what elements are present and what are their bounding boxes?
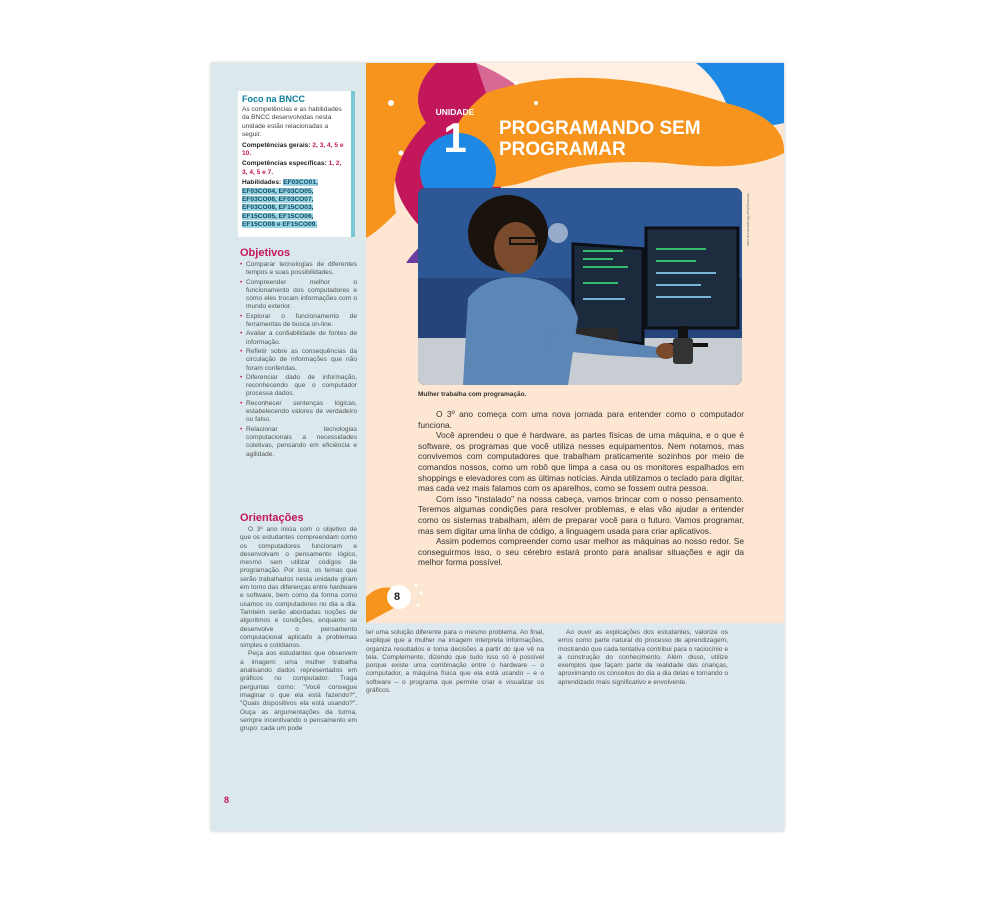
main-text <box>418 409 744 568</box>
objetivo-item: • Relacionar tecnologias computacionais a necessidades coletivas, pensando em eficiência e agilidade. <box>240 426 357 459</box>
teacher-sidebar <box>211 63 366 831</box>
unit-title <box>499 118 759 160</box>
objetivo-item: • Compreender melhor o funcionamento dos computadores e como eles trocam informações com o mundo exterior. <box>240 279 357 312</box>
main-paragraph-1: O 3º ano começa com uma nova jornada para entender como o computador funciona. <box>418 409 744 430</box>
book-page <box>211 63 784 831</box>
orientacoes-text <box>240 526 357 733</box>
objetivos-list <box>240 261 357 460</box>
habilidades-label: Habilidades: <box>242 179 282 187</box>
orientacoes-paragraph-2: Peça aos estudantes que observem a imagem: uma mulher trabalha analisando dados representados em gráficos no computador. Traga perguntas como: "Você consegue imaginar o que ela está fazendo?", "Quais dispositivos ela está usando?". Ouça as argumentações da turma, sempre incentivando o pensamento em grupo: cada um pode <box>240 650 357 733</box>
habilidades-values: EF03CO01, EF03CO04, EF03CO05, EF03CO06, EF03CO07, EF03CO08, EF15CO03, EF15CO05, EF15CO06, EF15CO08 e EF15CO09. <box>242 179 318 229</box>
programmer-illustration <box>418 188 742 385</box>
gerais-values: 2, 3, 4, 5 e 10. <box>242 141 344 158</box>
bncc-intro: As competências e as habilidades da BNCC desenvolvidas nesta unidade estão relacionadas a seguir. <box>242 106 342 139</box>
objetivo-item: • Diferenciar dado de informação, reconhecendo que o computador processa dados. <box>240 374 357 399</box>
objetivo-item: • Explorar o funcionamento de ferramentas de busca on-line. <box>240 313 357 330</box>
objetivo-item: • Refletir sobre as consequências da circulação de informações que não foram conferidas. <box>240 348 357 373</box>
bncc-box <box>238 91 355 237</box>
unit-title-line-2: PROGRAMAR <box>499 139 626 160</box>
gerais-label: Competências gerais: <box>242 141 311 149</box>
main-paragraph-4: Assim podemos compreender como usar melhor as máquinas ao nosso redor. Se conseguirmos isso, o seu cérebro estará pronto para analisar situações e agir da melhor forma possível. <box>418 536 744 568</box>
orientacoes-title: Orientações <box>240 512 304 524</box>
especificas-values: 1, 2, 3, 4, 5 e 7. <box>242 160 342 176</box>
unit-number: 1 <box>443 114 467 161</box>
photo-credit: Seventyfour/Shutterstock.com <box>746 193 751 247</box>
main-paragraph-2: Você aprendeu o que é hardware, as partes físicas de uma máquina, e o que é software, os programas que você utiliza nesses equipamentos. Nem notamos, mas convivemos com computadores que trabalham praticamente sozinhos por meio de comandos nossos, como um robô que limpa a casa ou os monitores espalhados em shoppings e elevadores com as últimas notícias. Ainda utilizamos o teclado para digitar, mas cada vez mais falamos com os aparelhos, como se fossem outra pessoa. <box>418 430 744 494</box>
programmer-photo <box>418 188 742 385</box>
page-number: 8 <box>394 591 401 603</box>
main-paragraph-3: Com isso "instalado" na nossa cabeça, vamos brincar com o nosso pensamento. Teremos algumas condições para resolver problemas, e elas vão ajudar a entender como os sistemas trabalham, além de preparar você para o futuro. Vamos programar, mas sem digitar uma linha de código, a linguagem usada para criar aplicativos. <box>418 493 744 536</box>
orientacoes-paragraph-1: O 3º ano inicia com o objetivo de que os estudantes compreendam como os computadores funcionam e desenvolvam o pensamento lógico, mesmo sem utilizar códigos de programação. Por isso, os temas que serão trabalhados nesta unidade giram em torno das diferenças entre hardware e software, bem como da forma como usamos os computadores no dia a dia. Também serão abordadas noções de algoritmos e condições, enquanto se desenvolve o pensamento computacional aplicado a problemas simples e cotidianos. <box>240 526 357 650</box>
especificas-label: Competências específicas: <box>242 160 327 168</box>
teacher-page-number: 8 <box>224 795 230 805</box>
student-page <box>366 63 784 623</box>
unit-label: UNIDADE <box>435 107 475 117</box>
photo-caption: Mulher trabalha com programação. <box>418 391 527 398</box>
bncc-title: Foco na BNCC <box>242 94 305 104</box>
unit-title-line-1: PROGRAMANDO SEM <box>499 118 701 139</box>
objetivo-item: • Avaliar a confiabilidade de fontes de informação. <box>240 330 357 347</box>
orientacoes-paragraph-3: ter uma solução diferente para o mesmo problema. Ao final, explique que a mulher na imagem interpreta informações, organiza resultados e toma decisões a partir do que vê na tela. Complemente, dizendo que tudo isso só é possível porque existe uma combinação entre o hardware – o computador, a máquina física que ela está usando – e o software – o programa que permite criar e visualizar os gráficos. <box>366 629 544 695</box>
objetivo-item: • Comparar tecnologias de diferentes tempos e suas possibilidades. <box>240 261 357 278</box>
orientacoes-column-2 <box>366 629 544 695</box>
objetivo-item: • Reconhecer sentenças lógicas, estabelecendo valores de verdadeiro ou falso. <box>240 400 357 425</box>
orientacoes-column-3 <box>558 629 728 687</box>
objetivos-title: Objetivos <box>240 247 291 259</box>
orientacoes-paragraph-4: Ao ouvir as explicações dos estudantes, valorize os erros como parte natural do processo de aprendizagem, mostrando que cada tentativa contribui para o raciocínio e a construção do conhecimento. Além disso, utilize exemplos que façam parte da realidade das crianças, aproximando os conceitos do dia a dia delas e tornando o aprendizado mais significativo e envolvente. <box>558 629 728 686</box>
